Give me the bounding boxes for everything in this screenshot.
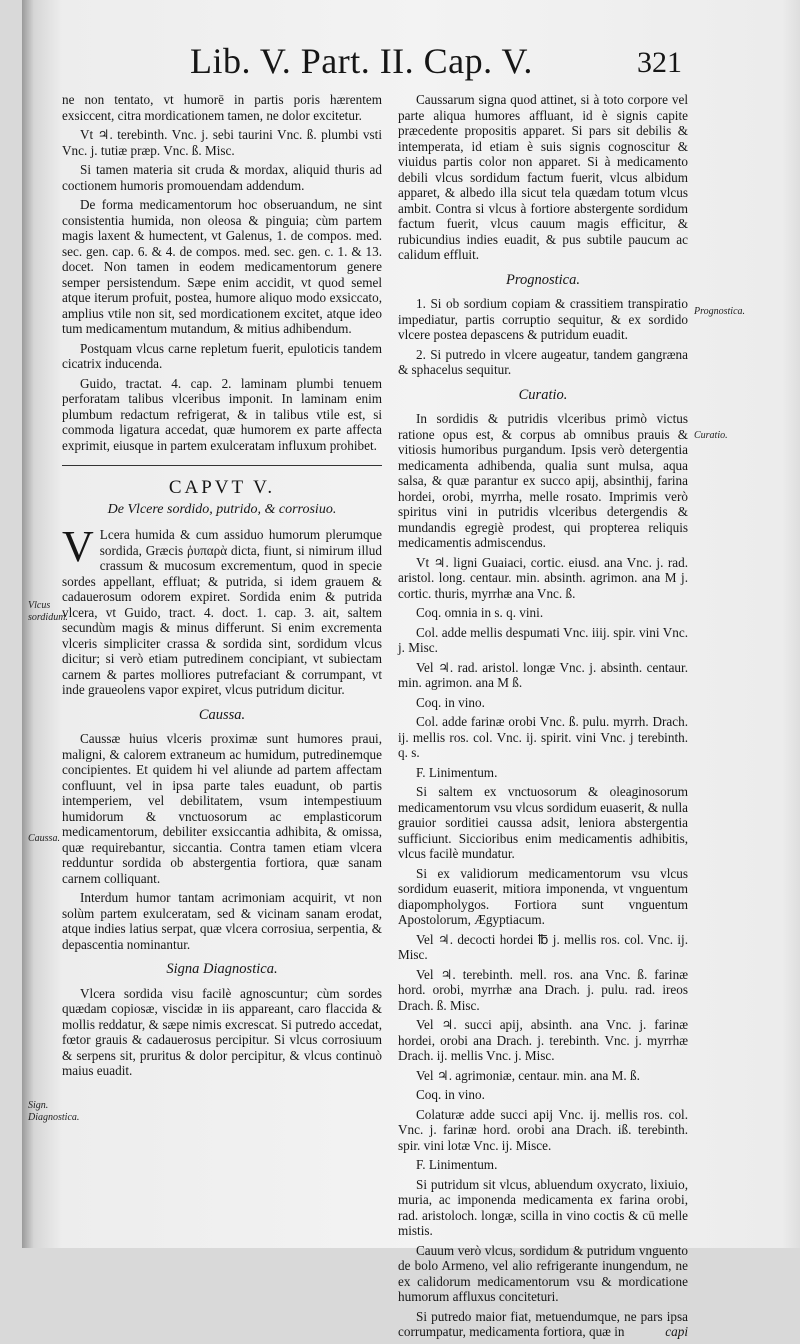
paragraph — [398, 1309, 688, 1340]
paragraph: Si saltem ex vnctuosorum & oleaginosorum medicamentorum vsu vlcus sordidum euaserit, & nulla grauior sorditiei caussa adsit, leniora abstergentia sufficiunt. Siccioribus enim medicamentis adhibitis, vlcus facilè mundatur. — [398, 784, 688, 861]
prescription: Vt ♃. terebinth. Vnc. j. sebi taurini Vnc. ß. plumbi vsti Vnc. j. tutiæ præp. Vnc. ß. Misc. — [62, 127, 382, 158]
prescription: Vel ♃. agrimoniæ, centaur. min. ana M. ß. — [416, 1067, 640, 1083]
section-heading-curatio: Curatio. — [518, 386, 568, 403]
book-page — [22, 0, 800, 1339]
prescription: F. Linimentum. — [416, 1157, 498, 1172]
page-header — [22, 40, 800, 94]
prescription: F. Linimentum. — [416, 764, 498, 780]
paragraph: Si putridum sit vlcus, abluendum oxycrato, lixiuio, muria, ac imponenda medicamenta ex farina orobi, rad. aristoloch. longæ, scilla in vino coctis & cū melle mistis. — [398, 1176, 688, 1238]
prescription: Vel ♃. rad. aristol. longæ Vnc. j. absinth. centaur. min. agrimon. ana M ß. — [398, 659, 688, 690]
paragraph: Interdum humor tantam acrimoniam acquirit, vt non solùm partem exulceratam, sed & vicinam sanam erodat, atque indies latius serpat, quæ vlcera corrosiua, serpentia, & depascentia nominantur. — [62, 890, 382, 952]
paragraph: Caussarum signa quod attinet, si à toto corpore vel parte aliqua humores affluant, id è signis capite præcedente propositis apparet. Si pars sit debilis & intemperata, id etiam è suis signis cognoscitur & viuidus partis color non apparet. Si à medicamento debili vlcus sordidum factum fuerit, vlcus albidum apparet, & albedo illa sicut tela quædam totum vlcus ambit. Contra si vlcus à fortiore abstergente sordidum factum fuerit, vlcus cauum magis efficitur, & rubicundius indies euadit, & pus subtile paucum ac calidum effluit. — [398, 92, 688, 262]
prescription: Col. adde mellis despumati Vnc. iiij. spir. vini Vnc. j. Misc. — [398, 624, 688, 655]
prescription: Coq. in vino. — [416, 694, 485, 710]
section-heading-signa: Signa Diagnostica. — [166, 961, 278, 977]
margin-note-sign-diagnostica: Sign. Diagnostica. — [28, 1100, 80, 1123]
paragraph: 2. Si putredo in vlcere augeatur, tandem gangræna & sphacelus sequitur. — [398, 346, 688, 377]
paragraph: Cauum verò vlcus, sordidum & putridum vnguento de bolo Armeno, vel alio refrigerante inungendum, ne ex calidorum medicamentorum vsu & mordicatione humorum affluxus conciteturi. — [398, 1242, 688, 1304]
chapter-title: De Vlcere sordido, putrido, & corrosiuo. — [107, 501, 337, 517]
chapter-heading: CAPVT V. — [168, 477, 276, 498]
paragraph: In sordidis & putridis vlceribus primò victus ratione opus est, & corpus ab omnibus prauis & vitiosis humoribus purgandum. Ipsis verò detergentia medicamenta adhibenda, qualia sunt mulsa, aqua salsa, & quæ parantur ex succo apij, absinthij, farina hordei, orobi, myrrha, melle rosato. Imprimis verò spiritus vini in putridis vlceribus detergendis & mundandis egregiè prodest, qui propterea reliquis medicamentis admiscendus. — [398, 411, 688, 550]
paragraph: Guido, tractat. 4. cap. 2. laminam plumbi tenuem perforatam talibus vlceribus imponit. In laminam enim plumbum redactum refrigerat, & in talibus vtile est, si commoda ligatura accedat, quæ humorem ex parte affecta exprimit, eiusque in partem exulceratam influxum prohibet. — [62, 375, 382, 453]
paragraph: Si ex validiorum medicamentorum vsu vlcus sordidum euaserit, mitiora imponenda, vt vnguentum diapompholygos. Fortiora sunt vnguentum Apostolorum, Ægyptiacum. — [398, 865, 688, 927]
margin-note-prognostica: Prognostica. — [694, 306, 746, 317]
margin-note-curatio: Curatio. — [694, 430, 728, 441]
prescription: Vel ♃. terebinth. mell. ros. ana Vnc. ß. farinæ hord. orobi, myrrhæ ana Drach. j. pulu. rad. ireos Drach. ß. Misc. — [398, 966, 688, 1013]
paragraph: De forma medicamentorum hoc obseruandum, ne sint consistentia humida, non oleosa & pinguia; cùm partem magis laxent & humectent, vt Galenus, 1. de compos. med. sec. gen. cap. 6. & 4. de compos. med. sec. gen. c. 1. & 13. docet. Non tamen in eodem medicamentorum genere semper persistendum. Sæpe enim accidit, vt quod semel atque iterum profuit, postea, humore aliquo modo exsiccato, amplius vtile non sit, sed mordicationem excitet, atque ideo tum medicamentum mutandum, & mitius adhibendum. — [62, 197, 382, 336]
paragraph-text: Si putredo maior fiat, metuendumque, ne pars ipsa corrumpatur, medicamenta fortiora, quæ in — [398, 1308, 688, 1339]
catchword: capi — [665, 1324, 688, 1339]
page-number: 321 — [637, 46, 682, 79]
section-divider — [62, 465, 382, 466]
paragraph: Postquam vlcus carne repletum fuerit, epuloticis tandem cicatrix inducenda. — [62, 340, 382, 371]
paragraph: Caussæ huius vlceris proximæ sunt humores praui, maligni, & calorem extraneum ac humidum, putredinemque concipientes. Et quidem hi vel aliunde ad partem affectam confluunt, vel in ipsa parte tales euadunt, ob partis intemperiem, vel debilitatem, vsum intempestiuum humidorum & vnctuosorum ac emplasticorum medicamentorum, debiliter exsiccantia adhibita, & omissa, quæ requirebantur, siccantia. Contra tamen etiam vlcera redduntur sordida ob abstergentia fortiora, quæ sanam carnem colliquant. — [62, 731, 382, 886]
prescription: Vt ♃. ligni Guaiaci, cortic. eiusd. ana Vnc. j. rad. aristol. long. centaur. min. absinth. agrimon. ana M j. cortic. thuris, myrrhæ ana Vnc. ß. — [398, 554, 688, 601]
prescription: Col. adde farinæ orobi Vnc. ß. pulu. myrrh. Drach. ij. mellis ros. col. Vnc. ij. spirit. vini Vnc. j terebinth. q. s. — [398, 714, 688, 760]
prescription: Vel ♃. decocti hordei ℔ j. mellis ros. col. Vnc. ij. Misc. — [398, 931, 688, 962]
paragraph: Vlcera sordida visu facilè agnoscuntur; cùm sordes quædam copiosæ, viscidæ in iis appareant, caro flaccida & mollis reddatur, & sæpe nimis excrescat. Si putredo accedat, fœtor grauis & cadauerosus percipitur. Si vlcus corrosiuum & serpens sit, pruritus & dolor percipitur, & vlcus continuò maius euadit. — [62, 985, 382, 1078]
margin-note-vlcus-sordidum: Vlcus sordidum. — [28, 600, 68, 623]
paragraph: Si tamen materia sit cruda & mordax, aliquid thuris ad coctionem humoris promouendam addendum. — [62, 162, 382, 193]
margin-note-caussa: Caussa. — [28, 833, 60, 844]
section-heading-caussa: Caussa. — [198, 706, 246, 723]
prescription: Coq. in vino. — [416, 1087, 485, 1102]
prescription: Coq. omnia in s. q. vini. — [416, 605, 544, 620]
section-heading-prognostica: Prognostica. — [506, 271, 580, 288]
right-column — [398, 92, 688, 1344]
paragraph-text: Lcera humida & cum assiduo humorum plerumque sordida, Græcis ῥυπαρὰ dicta, fiunt, si nimirum illud crassum & mucosum excrementum, quod in specie sordes appellant, effluat; & putrida, si idem grauem & cadauerosum odorem expiret. Sordida enim & putrida vlcera, vt Guido, tract. 4. doct. 1. cap. 3. ait, saltem secundùm magis & minus differunt. Si enim excrementa vlceris simpliciter crassa & sordida sint, sordidum vlcus dicitur; si verò etiam putredinem concipiant, vt subiectam carnem & partes molliores putrefaciant & corrumpant, vt inde graueolens vapor expiret, vlcus putridum dicitur. — [62, 527, 382, 697]
drop-cap: V — [62, 522, 94, 571]
paragraph: ne non tentato, vt humorē in partis poris hærentem exsiccent, citra mordicationem tamen, ne dolor excitetur. — [62, 92, 382, 123]
prescription: Vel ♃. succi apij, absinth. ana Vnc. j. farinæ hordei, orobi ana Drach. j. terebinth. Vnc. j. myrrhæ Drach. ij. mellis Vnc. j. Misc. — [398, 1017, 688, 1063]
running-title: Lib. V. Part. II. Cap. V. — [190, 41, 533, 81]
prescription: Colaturæ adde succi apij Vnc. ij. mellis ros. col. Vnc. j. farinæ hord. orobi ana Drach. iß. terebinth. spir. vini lotæ Vnc. ij. Misce. — [398, 1106, 688, 1153]
left-column — [62, 92, 382, 1083]
chapter-opening-paragraph — [62, 522, 382, 698]
paragraph: 1. Si ob sordium copiam & crassitiem transpiratio impediatur, partis corruptio sequitur, & ex sordido vlcere postea depascens & putridum euadit. — [398, 296, 688, 342]
